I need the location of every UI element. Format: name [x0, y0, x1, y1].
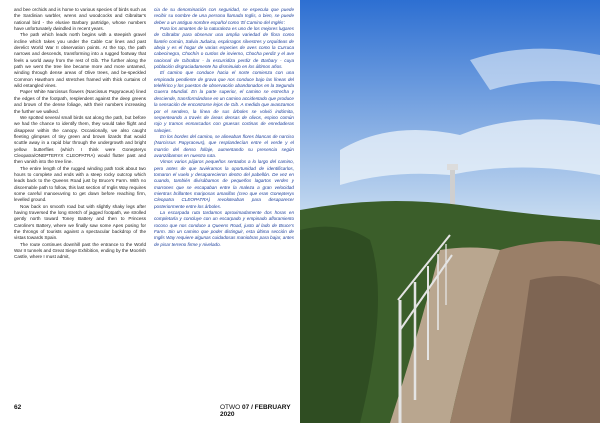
- english-paragraph: The path which leads north begins with a steepish gravel incline which takes you under the Cable Car lines and past derelict World War II observation points. At the top, the path narrows and descends, transforming into a rugged footway that feels a world away from the rest of Gib. The further along the path we went the tree line became more and more untamed, winding through dense areas of Olive trees, and be-speckled Common Hawthorn and stretches framed with thick curtains of wild entangled vines.: [14, 32, 146, 89]
- spanish-paragraph: El camino que conduce hacia el norte comienza con una empinada pendiente de grava que nos conduce bajo las líneas del teleférico y los puestos de observación abandonados en la Segunda Guerra Mundial. En la parte superior, el camino se estrecha y desciende, transformándose en un camino accidentado que produce la sensación de encontrarse lejos de Gib. A medida que avanzamos por el sendero, la línea de sus árboles se volvió indómita, serpenteando a través de áreas densas de olivos, espino común rojo y tramos enmarcados con gruesas cortinas de enredaderas salvajes.: [154, 70, 294, 133]
- right-page-photo: [300, 0, 600, 423]
- english-paragraph: and bee orchids and is home to various species of birds such as the Sardinian warbler, wrens and woodcocks and Gibraltar's national bird - the elusive Barbary partridge, whose numbers have unfortunately dwindled in recent years.: [14, 7, 146, 32]
- magazine-name: OTWO: [220, 404, 241, 411]
- rock-path-photo: [300, 0, 600, 423]
- spanish-paragraph: Vimos varios pájaros pequeños sentados a lo largo del camino, pero antes de que tuviéramos la oportunidad de identificarlos, tomaron el vuelo y desaparecieron dentro del pabellón. De vez en cuando, también divisábamos de pequeños lagartos verdes y marrones que se escapaban entre la maleza a gran velocidad mientras brillantes mariposas amarillas (creo que eran Gonepteryx Cleopatra CLEOPATRA) revoloteaban para desaparecer posteriormente entre los árboles.: [154, 159, 294, 209]
- english-column: [14, 7, 146, 397]
- issue-label: 07 / FEBRUARY 2020: [220, 404, 291, 418]
- signal-tower-top: [447, 164, 458, 170]
- spanish-paragraph: Para los amantes de la naturaleza es uno de los mejores lugares de Gibraltar para observar una amplia variedad de flora como llantén común, Salvia Judaica, espárragos silvestres y orquídeas de abeja y es el hogar de varias especies de aves como la Curruca cabecinegra, Chochín o curtios de invierno, Chocha perdiz y el ave nacional de Gibraltar - la escurridiza perdiz de Barbary - cuya población disgraciadamente ha disminuido en los últimos años.: [154, 26, 294, 70]
- spanish-paragraph: La escarpada ruta tardamos aproximadamente dos horas en completarla y concluye con un escarpado y empinado afloramiento rocoso que nos conduce a Queens Road, justo al lado de Bruce's Farm. Sin un camino que poder distinguir, esta última sección de Inglis Way requiere algunas cuidadosas maniobras para bajar, antes de pisar terreno firme y nivelado.: [154, 210, 294, 247]
- magazine-footer: [220, 404, 300, 418]
- page-number: 62: [14, 404, 22, 411]
- english-paragraph: Now back on smooth road but with slightly shaky legs after having traversed the long stretch of jagged footpath, we strolled gently north toward Toney Battery and then to Princess Caroline's Battery, where we finally saw some Apes posing for the throngs of tourists against a spectacular backdrop of the vistas towards Spain.: [14, 203, 146, 241]
- english-paragraph: We spotted several small birds sat along the path, but before we had the chance to identify them, they would take flight and disappear within the canopy. Occasionally, we also caught fleeting glimpses of tiny green and brown lizards that would scuttle away in a rapid blur through the undergrowth and bright yellow butterflies (which I think were Gonepteryx Cleopatra/ONEPTERYX CLEOPATRA) would flutter past and then vanish into the tree line.: [14, 114, 146, 165]
- spanish-paragraph: cia de su denominación con seguridad, se especula que puede recibir su nombre de una persona llamada Inglis, o bien, se puede deber a un antiguo nombre español como 'El Camino del Inglés'.: [154, 7, 294, 25]
- english-paragraph: The route continues downhill past the entrance to the World War II tunnels and Great Siege Exhibition, ending by the Moorish Castle, where I must admit,: [14, 241, 146, 260]
- signal-tower: [450, 168, 455, 206]
- spanish-paragraph: En los bordes del camino, se alineaban flores blancas de narciso (Narcissus Papyraceus), que resplandecían entre el verde y el marrón del denso follaje, aumentando su presencia según avanzábamos en nuestra ruta.: [154, 133, 294, 158]
- english-paragraph: The entire length of the rugged winding path took about two hours to complete and ends with a steep rocky outcrop which leads back to the Queens Road just by Bruce's Farm. With no discernable path to follow, this last section of Inglis Way requires some careful manoeuvring to get down before reaching firm, levelled ground.: [14, 165, 146, 203]
- english-paragraph: Paper White Narcissus flowers (Narcissus Papyraceus) lined the edges of the footpath, resplendent against the deep greens and brown of the dense foliage, with their numbers increasing the further we walked.: [14, 89, 146, 114]
- foreground-foliage: [300, 227, 378, 423]
- spanish-column: [154, 7, 294, 397]
